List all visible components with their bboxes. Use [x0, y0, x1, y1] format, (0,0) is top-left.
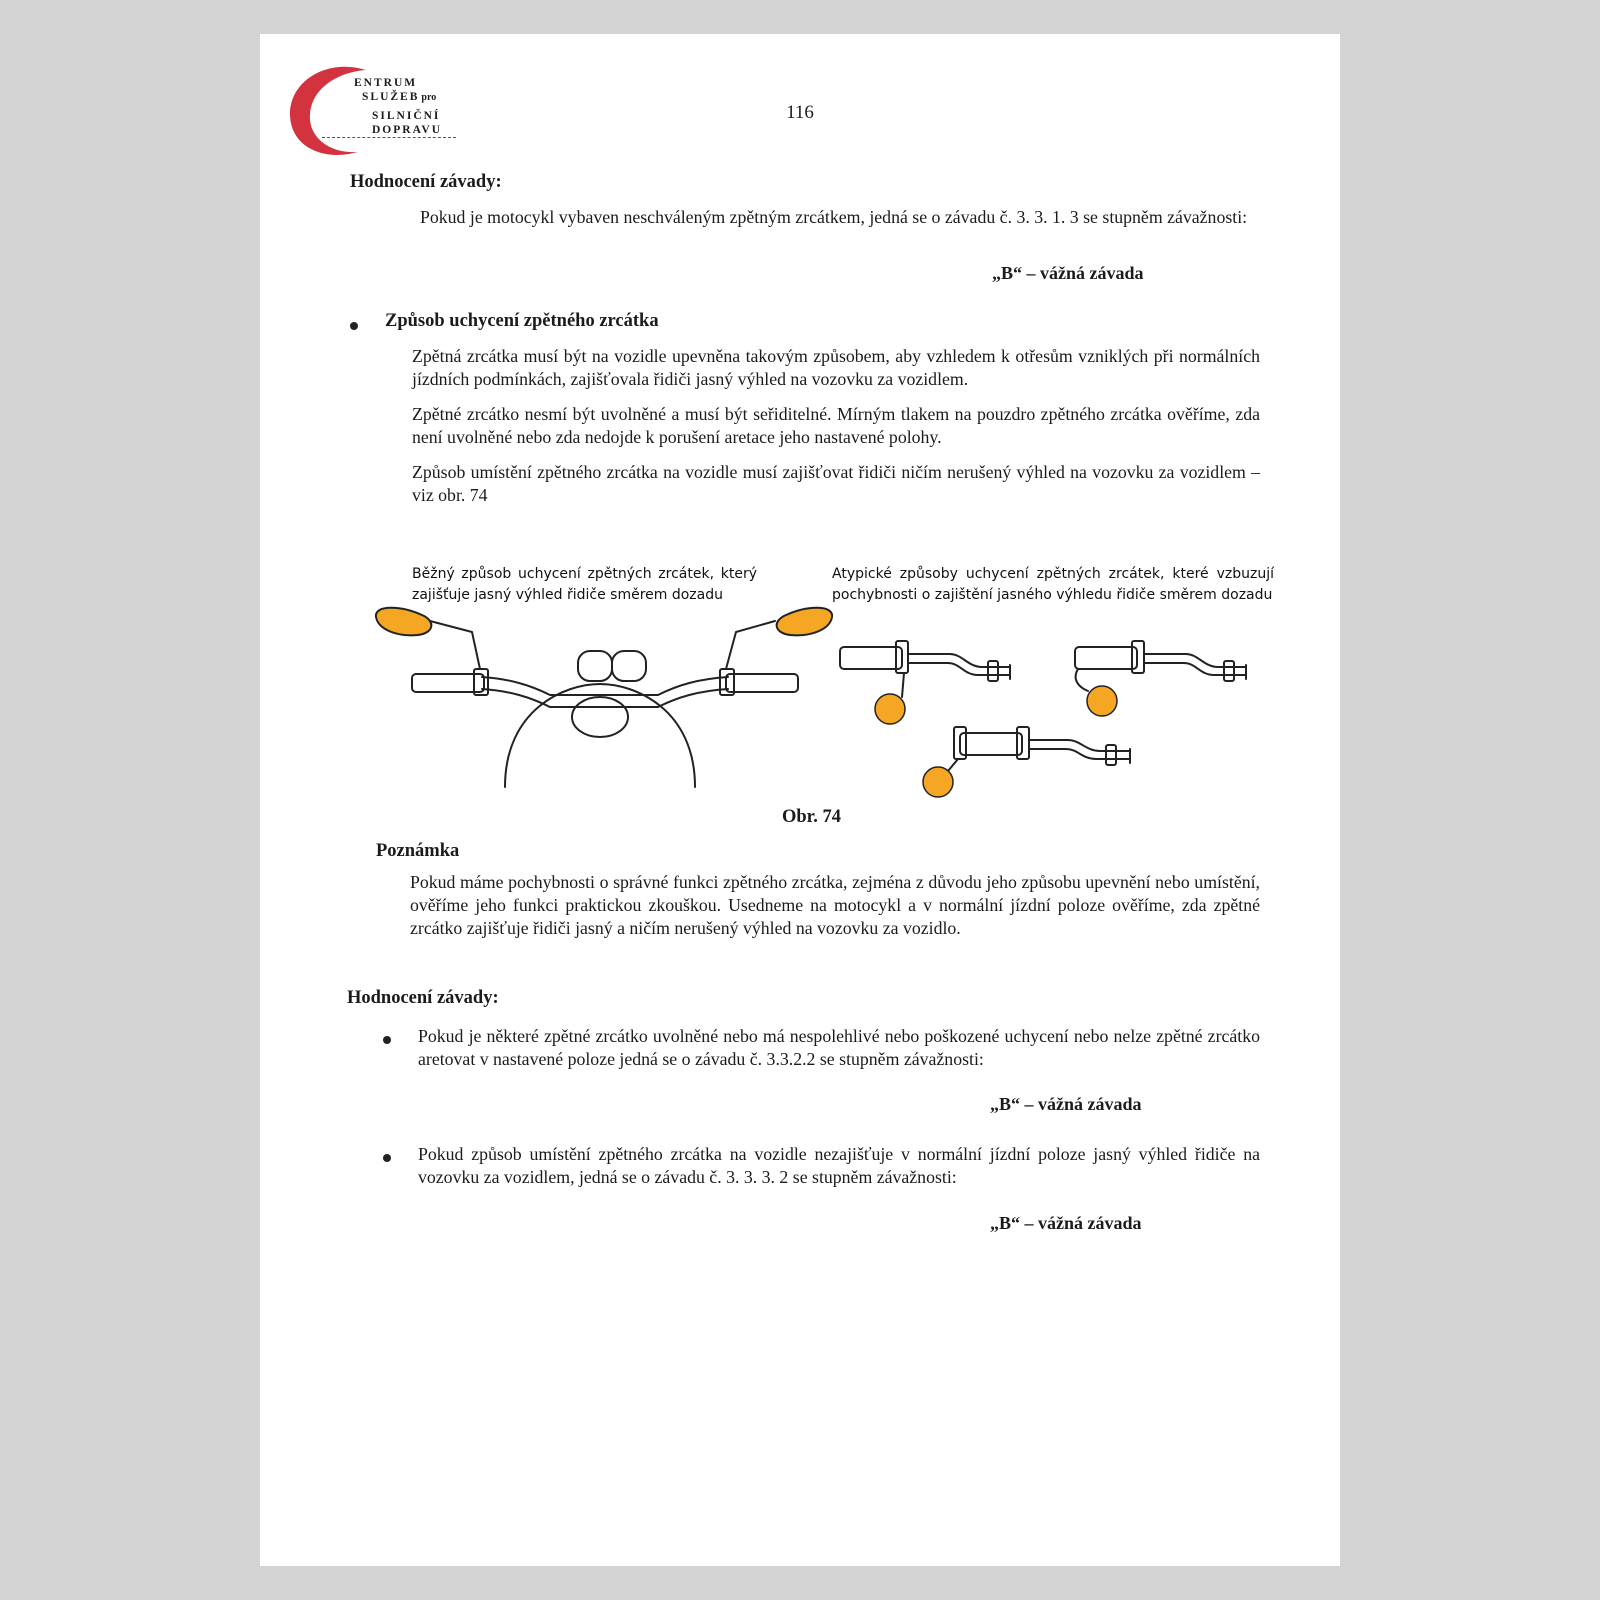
- figure-74-drawing: [360, 599, 1280, 814]
- left-mirror-icon: [376, 608, 431, 636]
- note-heading: Poznámka: [376, 841, 460, 861]
- logo-divider: [322, 137, 456, 138]
- mirror-icon-group: [376, 608, 1117, 797]
- section2-paragraph-3: Způsob umístění zpětného zrcátka na vozidle musí zajišťovat řidiči ničím nerušený výhled na vozovku za vozidlem – viz obr. 74: [412, 462, 1260, 505]
- atypical-mirror-1-icon: [875, 694, 905, 724]
- section3-item-2-text: Pokud způsob umístění zpětného zrcátka na vozidle nezajišťuje v normální jízdní poloze jasný výhled řidiče na vozovku za vozidlem, jedná se o závadu č. 3. 3. 3. 2 se stupněm závažnosti:: [418, 1144, 1260, 1187]
- note-text: Pokud máme pochybnosti o správné funkci zpětného zrcátka, zejména z důvodu jeho způsobu upevnění nebo umístění, ověříme jeho funkci praktickou zkouškou. Usedneme na motocykl a v normální jízdní poloze ověříme, zda zpětné zrcátko zajišťuje řidiči jasný a ničím nerušený výhled na vozovku za vozidlo.: [410, 872, 1260, 938]
- logo-line-1: ENTRUM: [354, 77, 418, 89]
- logo-line-3: SILNIČNÍ: [372, 110, 441, 122]
- logo-line-2: SLUŽEB: [362, 91, 420, 103]
- atypical-handlebar-3: [948, 727, 1130, 771]
- standard-handlebar-illustration: [412, 621, 798, 787]
- figure-right-caption: Atypické způsoby uchycení zpětných zrcátek, které vzbuzují pochybnosti o zajištění jasného výhledu řidiče směrem dozadu: [832, 566, 1274, 603]
- section1-text: Pokud je motocykl vybaven neschváleným zpětným zrcátkem, jedná se o závadu č. 3. 3. 1. 3 se stupněm závažnosti:: [420, 207, 1248, 227]
- atypical-mirror-3-icon: [923, 767, 953, 797]
- atypical-handlebar-2: [1075, 641, 1246, 691]
- right-mirror-icon: [777, 608, 832, 636]
- bullet-icon: [350, 322, 358, 330]
- figure-left-caption: Běžný způsob uchycení zpětných zrcátek, který zajišťuje jasný výhled řidiče směrem dozadu: [412, 566, 757, 603]
- logo-line-4: DOPRAVU: [372, 124, 443, 136]
- page-number: 116: [786, 102, 814, 123]
- section3-item-2-severity: „B“ – vážná závada: [990, 1213, 1142, 1233]
- section3-heading: Hodnocení závady:: [347, 988, 499, 1008]
- logo-line-2-suffix: pro: [421, 92, 437, 103]
- section2-paragraph-1: Zpětná zrcátka musí být na vozidle upevněna takovým způsobem, aby vzhledem k otřesům vzniklých při normálních jízdních podmínkách, zajišťovala řidiči jasný výhled na vozovku za vozidlem.: [412, 346, 1260, 389]
- section3-item-1-text: Pokud je některé zpětné zrcátko uvolněné nebo má nespolehlivé nebo poškozené uchycení nebo nelze zpětné zrcátko aretovat v nastavené poloze jedná se o závadu č. 3.3.2.2 se stupněm závažnosti:: [418, 1026, 1260, 1069]
- figure-label: Obr. 74: [782, 807, 841, 827]
- section1-heading: Hodnocení závady:: [350, 172, 502, 192]
- section1-severity: „B“ – vážná závada: [992, 263, 1144, 283]
- atypical-handlebar-1: [840, 641, 1010, 697]
- document-page: [260, 34, 1340, 1566]
- section2-heading: Způsob uchycení zpětného zrcátka: [385, 311, 659, 331]
- section3-item-1-severity: „B“ – vážná závada: [990, 1094, 1142, 1114]
- section2-paragraph-2: Zpětné zrcátko nesmí být uvolněné a musí být seřiditelné. Mírným tlakem na pouzdro zpětného zrcátka ověříme, zda není uvolněné nebo zda nedojde k porušení aretace jeho nastavené polohy.: [412, 404, 1260, 447]
- atypical-mirror-2-icon: [1087, 686, 1117, 716]
- bullet-icon: [383, 1036, 391, 1044]
- bullet-icon: [383, 1154, 391, 1162]
